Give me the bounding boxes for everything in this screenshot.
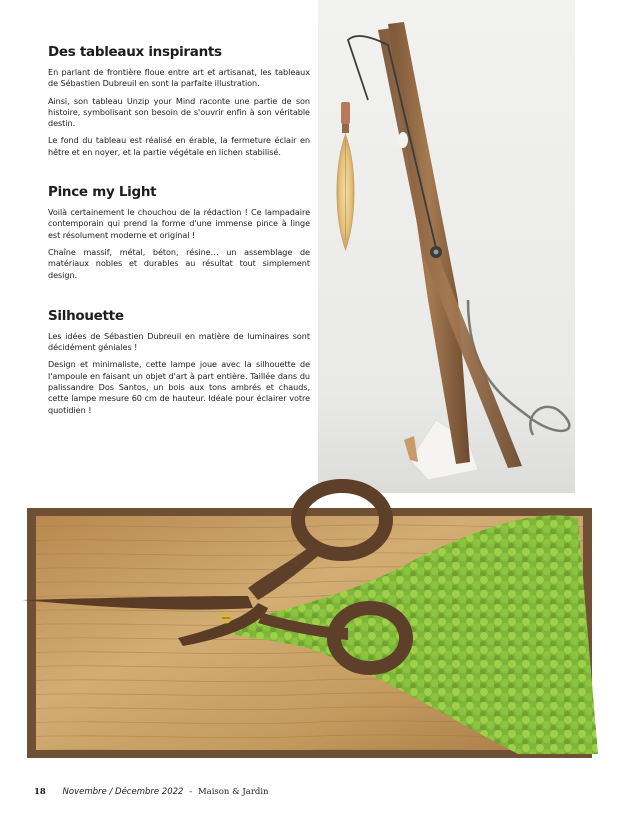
page-number: 18 [34,787,46,797]
section-silhouette [48,308,310,416]
section-title: Des tableaux inspirants [48,44,222,60]
article-column [48,44,310,422]
issue-date: Novembre / Décembre 2022 [62,787,184,797]
footer-separator: - [189,787,193,797]
paragraph: Le fond du tableau est réalisé en érable, la fermeture éclair en hêtre et en noyer, et la partie végétale en lichen stabilisé. [48,135,310,157]
paragraph: Ainsi, son tableau Unzip your Mind raconte une partie de son histoire, symbolisant son besoin de s'ouvrir enfin à son véritable destin. [48,95,310,129]
paragraph: En parlant de frontière floue entre art et artisanat, les tableaux de Sébastien Dubreuil en sont la parfaite illustration. [48,67,310,89]
section-pince [48,184,310,281]
scissors-artwork-photo [18,478,602,763]
page-footer [34,787,269,797]
paragraph: Voilà certainement le chouchou de la rédaction ! Ce lampadaire contemporain qui prend la forme d'une immense pince à linge est résolument moderne et original ! [48,207,310,240]
paragraph: Les idées de Sébastien Dubreuil en matière de luminaires sont décidément géniales ! [48,330,310,353]
section-title: Pince my Light [48,184,157,201]
magazine-name: Maison & Jardin [197,787,269,797]
paragraph: Chaîne massif, métal, béton, résine… un assemblage de matériaux nobles et durables au résultat tout simplement design. [48,246,310,280]
clothespin-lamp-photo [318,0,575,493]
paragraph: Design et minimaliste, cette lampe joue avec la silhouette de l'ampoule en faisant un objet d'art à part entière. Taillée dans du palissandre Dos Santos, un bois aux tons ambrés et chauds, cette lampe mesure 60 cm de hauteur. Idéale pour éclairer votre quotidien ! [48,359,310,415]
section-tableaux [48,44,310,158]
section-title: Silhouette [48,307,124,324]
